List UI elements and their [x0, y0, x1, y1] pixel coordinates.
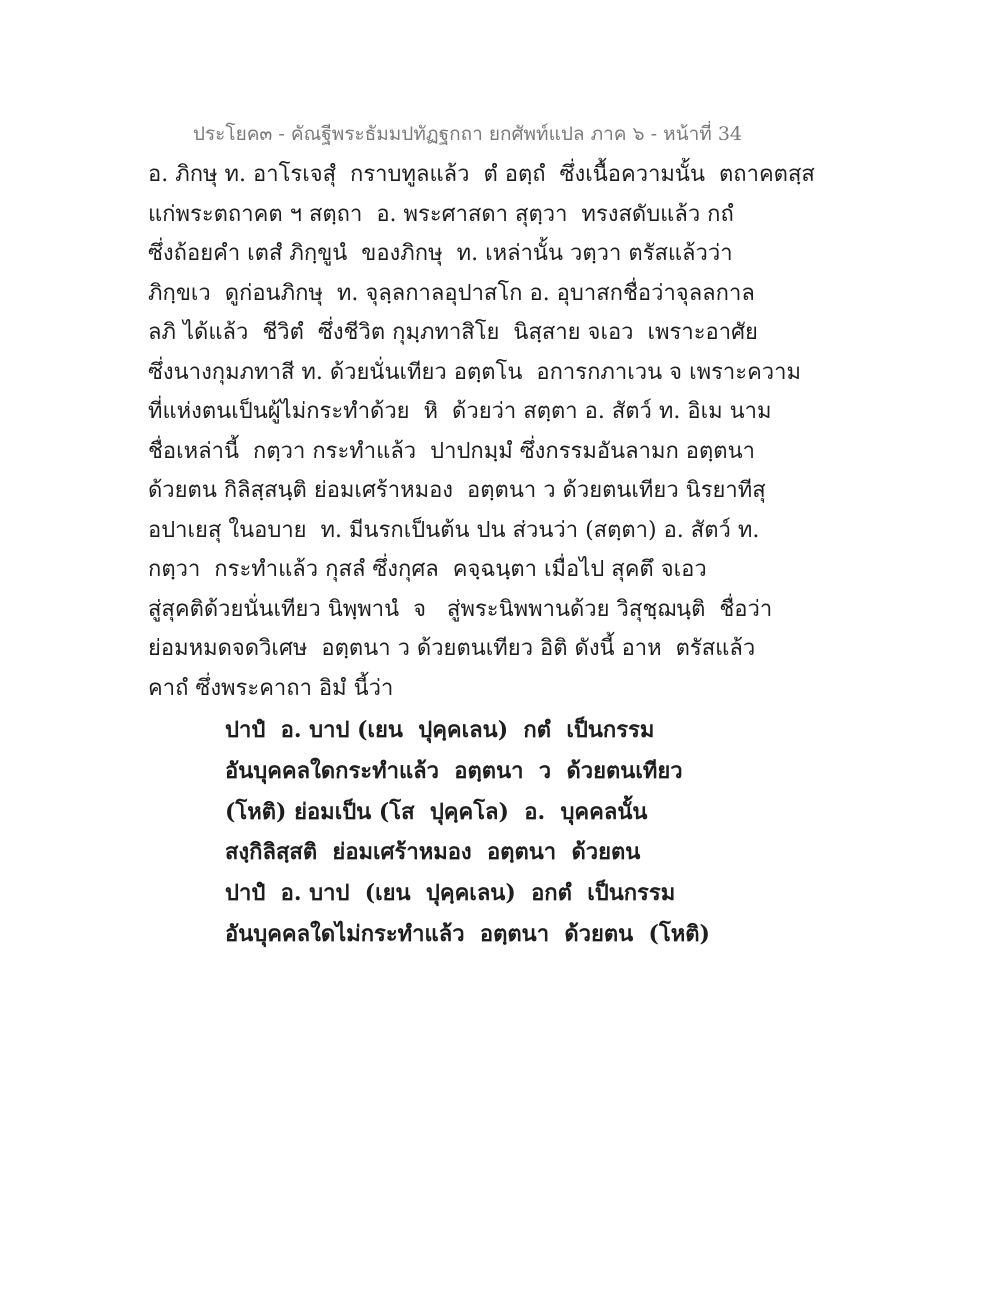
body-line: คาถํ ซึ่งพระคาถา อิมํ นี้ว่า [148, 675, 394, 701]
verse-line: ปาปํ อ. บาป (เยน ปุคฺคเลน) กตํ เป็นกรรม [225, 717, 655, 743]
verse-line: ปาปํ อ. บาป (เยน ปุคฺคเลน) อกตํ เป็นกรรม [225, 880, 676, 907]
body-line: สู่สุคติด้วยนั่นเทียว นิพฺพานํ จ สู่พระนิพพานด้วย วิสุชฺฌนฺติ ชื่อว่า [148, 596, 773, 622]
body-line: แก่พระตถาคต ฯ สตฺถา อ. พระศาสดา สุตฺวา ทรงสดับแล้ว กถํ [148, 201, 734, 227]
body-line: ลภิ ได้แล้ว ชีวิตํ ซึ่งชีวิต กุมฺภทาสิโย นิสฺสาย จเอว เพราะอาศัย [148, 320, 758, 345]
body-line: ชื่อเหล่านี้ กตฺวา กระทำแล้ว ปาปกมฺมํ ซึ่งกรรมอันลามก อตฺตนา [148, 438, 755, 464]
body-line: ภิกฺขเว ดูก่อนภิกษุ ท. จุลฺลกาลอุปาสโก อ. อุบาสกชื่อว่าจุลลกาล [148, 280, 755, 306]
verse-block [225, 710, 965, 955]
body-line: ย่อมหมดจดวิเศษ อตฺตนา ว ด้วยตนเทียว อิติ ดังนี้ อาห ตรัสแล้ว [148, 636, 756, 661]
verse-line: สงฺกิลิสฺสติ ย่อมเศร้าหมอง อตฺตนา ด้วยตน [225, 839, 641, 866]
verse-line: อันบุคคลใดไม่กระทำแล้ว อตฺตนา ด้วยตน (โหติ) [225, 920, 710, 947]
body-line: ด้วยตน กิลิสฺสนฺติ ย่อมเศร้าหมอง อตฺตนา ว ด้วยตนเทียว นิรยาทีสุ [148, 478, 766, 503]
body-line: อปาเยสุ ในอบาย ท. มีนรกเป็นต้น ปน ส่วนว่า (สตฺตา) อ. สัตว์ ท. [148, 517, 760, 543]
body-text [148, 155, 948, 708]
verse-line: (โหติ) ย่อมเป็น (โส ปุคฺคโล) อ. บุคคลนั้น [225, 798, 648, 825]
body-line: ซึ่งถ้อยคำ เตสํ ภิกฺขูนํ ของภิกษุ ท. เหล่านั้น วตฺวา ตรัสแล้วว่า [148, 241, 733, 266]
body-line: อ. ภิกษุ ท. อาโรเจสุํ กราบทูลแล้ว ตํ อตฺถํ ซึ่งเนื้อความนั้น ตถาคตสฺส [148, 162, 815, 187]
page-header: ประโยค๓ - คัณฐีพระธัมมปทัฏฐกถา ยกศัพท์แปล ภาค ๖ - หน้าที่ 34 [192, 123, 742, 145]
body-line: ที่แห่งตนเป็นผู้ไม่กระทำด้วย หิ ด้วยว่า สตฺตา อ. สัตว์ ท. อิเม นาม [148, 399, 772, 424]
verse-line: อันบุคคลใดกระทำแล้ว อตฺตนา ว ด้วยตนเทียว [225, 757, 683, 784]
body-line: กตฺวา กระทำแล้ว กุสลํ ซึ่งกุศล คจฺฉนฺตา เมื่อไป สุคตึ จเอว [148, 557, 707, 582]
body-line: ซึ่งนางกุมภทาสี ท. ด้วยนั่นเทียว อตฺตโน อการกภาเวน จ เพราะความ [148, 359, 801, 385]
